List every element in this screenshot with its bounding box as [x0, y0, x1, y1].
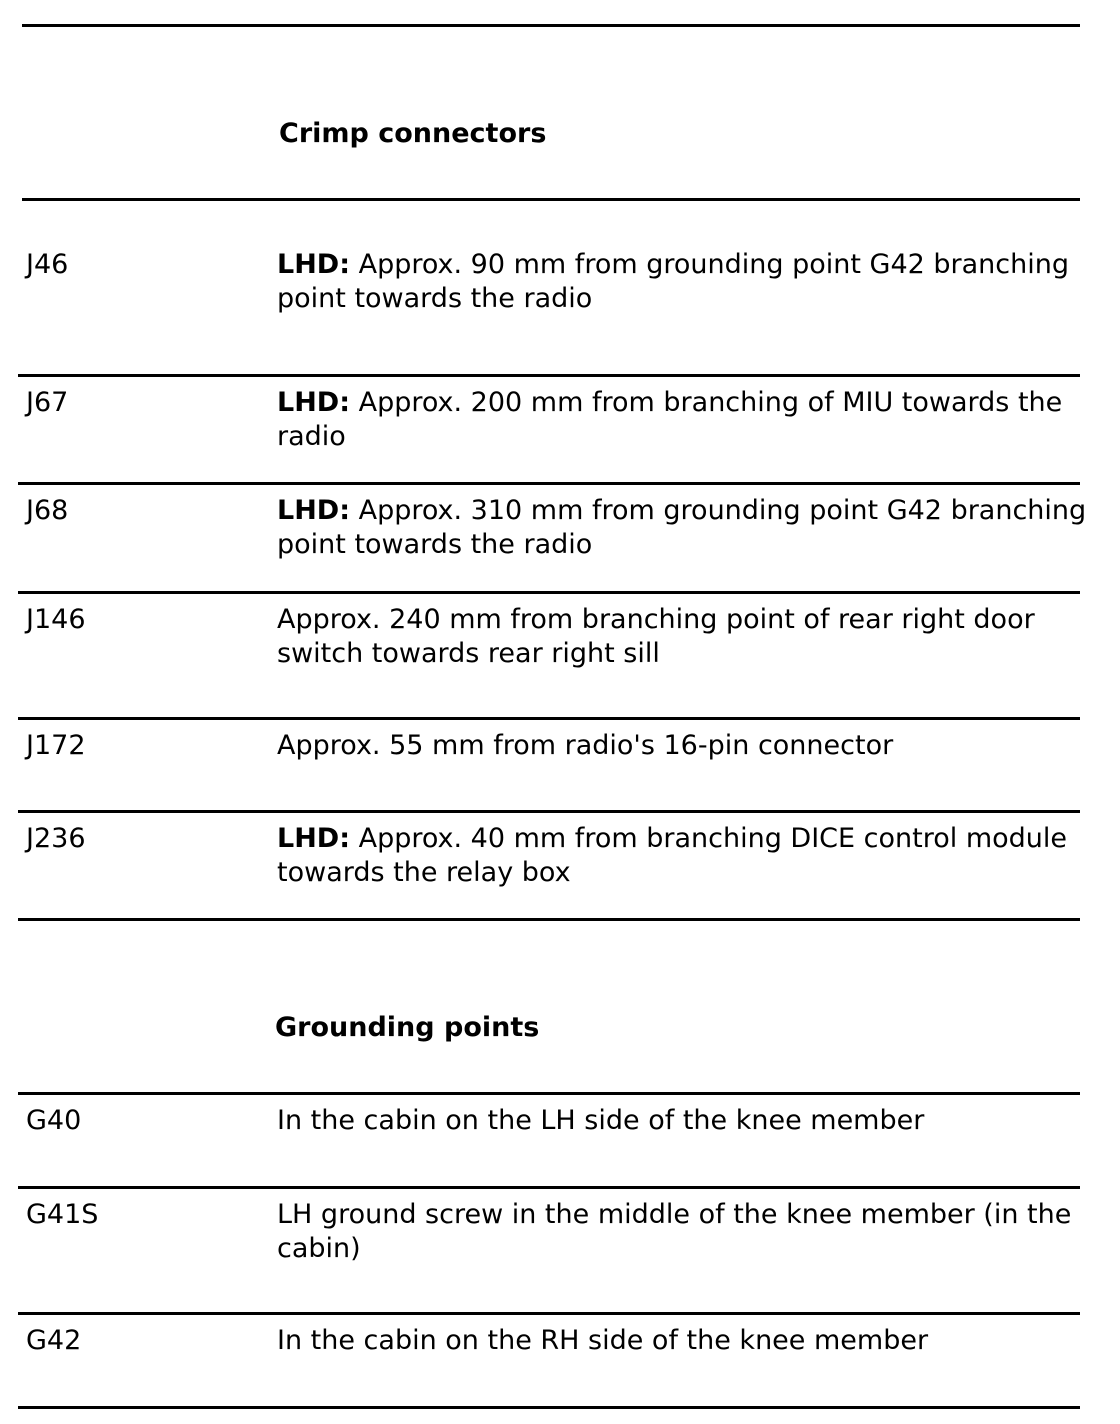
lhd-label: LHD:: [277, 387, 351, 418]
description-text: Approx. 310 mm from grounding point G42 branching point towards the radio: [277, 495, 1087, 560]
connector-code: J68: [26, 495, 69, 526]
connector-description: [277, 494, 1097, 562]
lhd-label: LHD:: [277, 495, 351, 526]
grounding-code: G40: [26, 1105, 82, 1136]
rule-after-j46: [18, 374, 1080, 377]
rule-after-j236: [18, 918, 1080, 921]
description-text: In the cabin on the LH side of the knee member: [277, 1105, 925, 1136]
connector-code: J172: [26, 730, 86, 761]
rule-after-g41s: [18, 1312, 1080, 1315]
rule-after-j146: [18, 717, 1080, 720]
lhd-label: LHD:: [277, 249, 351, 280]
rule-after-j172: [18, 810, 1080, 813]
rule-after-g40: [18, 1186, 1080, 1189]
rule-after-j68: [18, 591, 1080, 594]
description-text: Approx. 55 mm from radio's 16-pin connector: [277, 730, 894, 761]
grounding-code: G42: [26, 1325, 82, 1356]
connector-description: [277, 603, 1097, 671]
rule-bottom: [18, 1406, 1080, 1409]
connector-description: [277, 386, 1097, 454]
rule-under-grounding-heading: [18, 1092, 1080, 1095]
connector-description: [277, 822, 1097, 890]
grounding-code: G41S: [26, 1199, 99, 1230]
description-text: Approx. 40 mm from branching DICE control module towards the relay box: [277, 823, 1068, 888]
description-text: LH ground screw in the middle of the knee member (in the cabin): [277, 1199, 1072, 1264]
connector-code: J46: [26, 249, 69, 280]
description-text: Approx. 200 mm from branching of MIU towards the radio: [277, 387, 1063, 452]
section-heading-grounding-points: Grounding points: [275, 1012, 540, 1043]
description-text: In the cabin on the RH side of the knee member: [277, 1325, 929, 1356]
lhd-label: LHD:: [277, 823, 351, 854]
description-text: Approx. 240 mm from branching point of rear right door switch towards rear right sill: [277, 604, 1035, 669]
connector-code: J236: [26, 823, 86, 854]
connector-code: J146: [26, 604, 86, 635]
rule-top: [22, 24, 1080, 27]
connector-description: [277, 248, 1097, 316]
rule-after-j67: [18, 482, 1080, 485]
section-heading-crimp-connectors: Crimp connectors: [279, 118, 547, 149]
grounding-description: [277, 1104, 1097, 1138]
grounding-description: [277, 1324, 1097, 1358]
connector-description: [277, 729, 1097, 763]
description-text: Approx. 90 mm from grounding point G42 branching point towards the radio: [277, 249, 1069, 314]
rule-under-crimp-heading: [22, 198, 1080, 201]
grounding-description: [277, 1198, 1097, 1266]
connector-code: J67: [26, 387, 69, 418]
